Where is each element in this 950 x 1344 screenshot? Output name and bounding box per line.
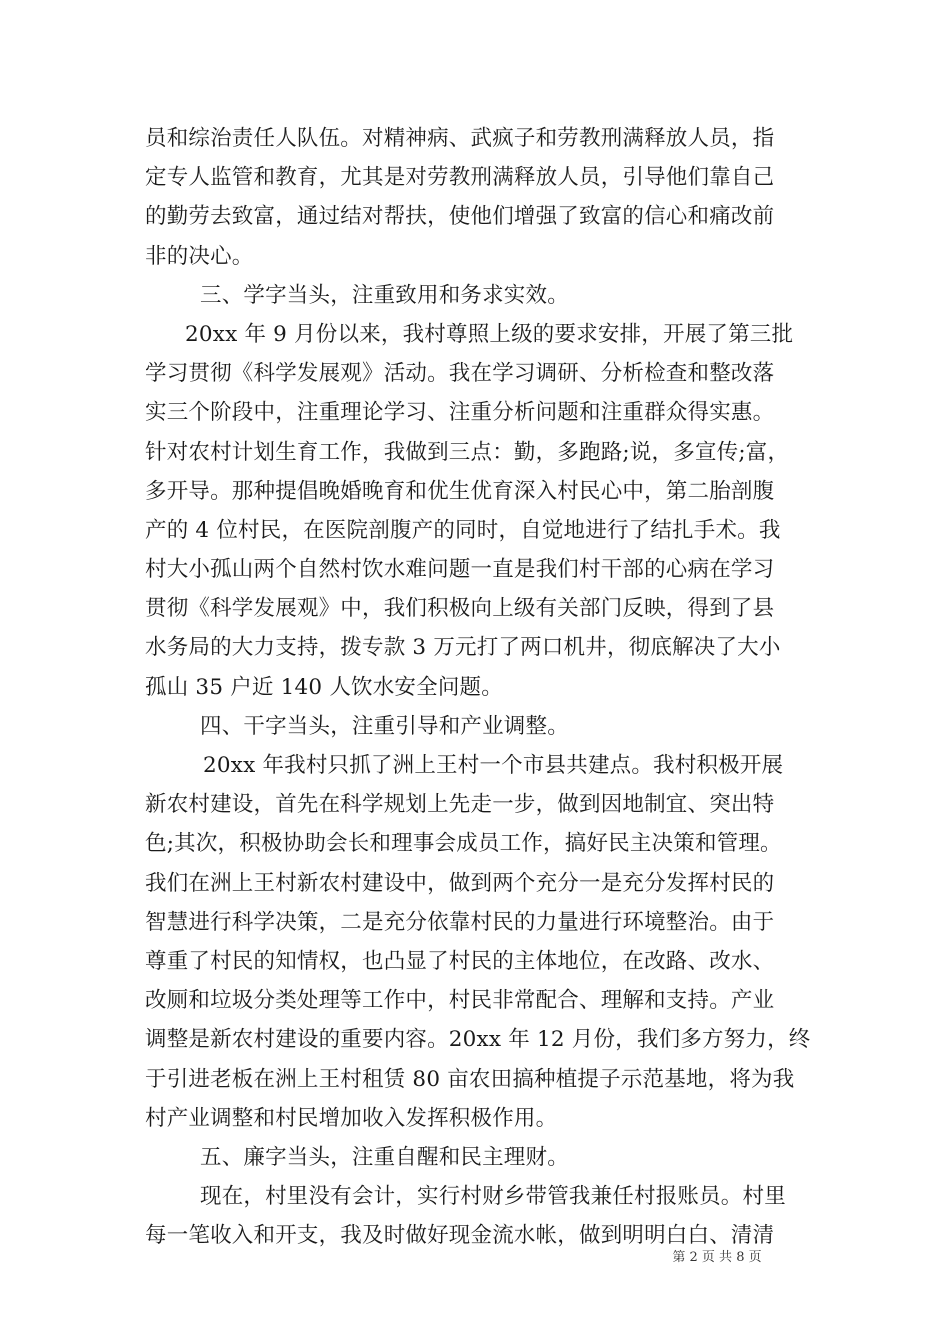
page-footer xyxy=(0,1246,950,1265)
text-line: 20xx 年我村只抓了洲上王村一个市县共建点。我村积极开展 xyxy=(203,753,784,778)
text-line: 的勤劳去致富，通过结对帮扶，使他们增强了致富的信心和痛改前 xyxy=(145,204,775,230)
text-line: 员和综治责任人队伍。对精神病、武疯子和劳教刑满释放人员，指 xyxy=(145,126,775,151)
text-line: 针对农村计划生育工作，我做到三点：勤，多跑路;说，多宣传;富， xyxy=(145,439,790,465)
text-line: 现在，村里没有会计，实行村财乡带管我兼任村报账员。村里 xyxy=(200,1184,786,1210)
text-line: 色;其次，积极协助会长和理事会成员工作，搞好民主决策和管理。 xyxy=(145,831,782,857)
text-line: 改厕和垃圾分类处理等工作中，村民非常配合、理解和支持。产业 xyxy=(145,988,775,1014)
document-body xyxy=(145,119,815,1255)
section-heading-4: 四、干字当头，注重引导和产业调整。 xyxy=(200,713,569,739)
text-line: 村产业调整和村民增加收入发挥积极作用。 xyxy=(145,1105,558,1131)
text-line: 产的 4 位村民，在医院剖腹产的同时，自觉地进行了结扎手术。我 xyxy=(145,517,781,543)
text-line: 尊重了村民的知情权，也凸显了村民的主体地位，在改路、改水、 xyxy=(145,948,775,974)
text-line: 于引进老板在洲上王村租赁 80 亩农田搞种植提子示范基地，将为我 xyxy=(145,1066,795,1092)
text-line: 定专人监管和教育，尤其是对劳教刑满释放人员，引导他们靠自己 xyxy=(145,165,775,191)
text-line: 贯彻《科学发展观》中，我们积极向上级有关部门反映，得到了县 xyxy=(145,596,775,622)
text-line: 20xx 年 9 月份以来，我村尊照上级的要求安排，开展了第三批 xyxy=(185,321,794,347)
text-line: 多开导。那种提倡晚婚晚育和优生优育深入村民心中，第二胎剖腹 xyxy=(145,478,775,504)
text-line: 孤山 35 户近 140 人饮水安全问题。 xyxy=(145,674,503,700)
text-line: 水务局的大力支持，拨专款 3 万元打了两口机井，彻底解决了大小 xyxy=(145,635,781,661)
text-line: 智慧进行科学决策，二是充分依靠村民的力量进行环境整治。由于 xyxy=(145,909,775,935)
text-line: 每一笔收入和开支，我及时做好现金流水帐，做到明明白白、清清 xyxy=(145,1223,775,1249)
text-line: 学习贯彻《科学发展观》活动。我在学习调研、分析检查和整改落 xyxy=(145,361,775,387)
text-line: 非的决心。 xyxy=(145,243,254,269)
text-line: 我们在洲上王村新农村建设中，做到两个充分一是充分发挥村民的 xyxy=(145,870,775,896)
text-line: 实三个阶段中，注重理论学习、注重分析问题和注重群众得实惠。 xyxy=(145,400,775,426)
section-heading-3: 三、学字当头，注重致用和务求实效。 xyxy=(200,282,569,308)
text-line: 调整是新农村建设的重要内容。20xx 年 12 月份，我们多方努力，终 xyxy=(145,1027,811,1053)
text-line: 村大小孤山两个自然村饮水难问题一直是我们村干部的心病在学习 xyxy=(145,557,775,583)
section-heading-5: 五、廉字当头，注重自醒和民主理财。 xyxy=(200,1144,569,1170)
page-number: 第 2 页 共 8 页 xyxy=(672,1250,762,1265)
text-line: 新农村建设，首先在科学规划上先走一步，做到因地制宜、突出特 xyxy=(145,792,775,818)
